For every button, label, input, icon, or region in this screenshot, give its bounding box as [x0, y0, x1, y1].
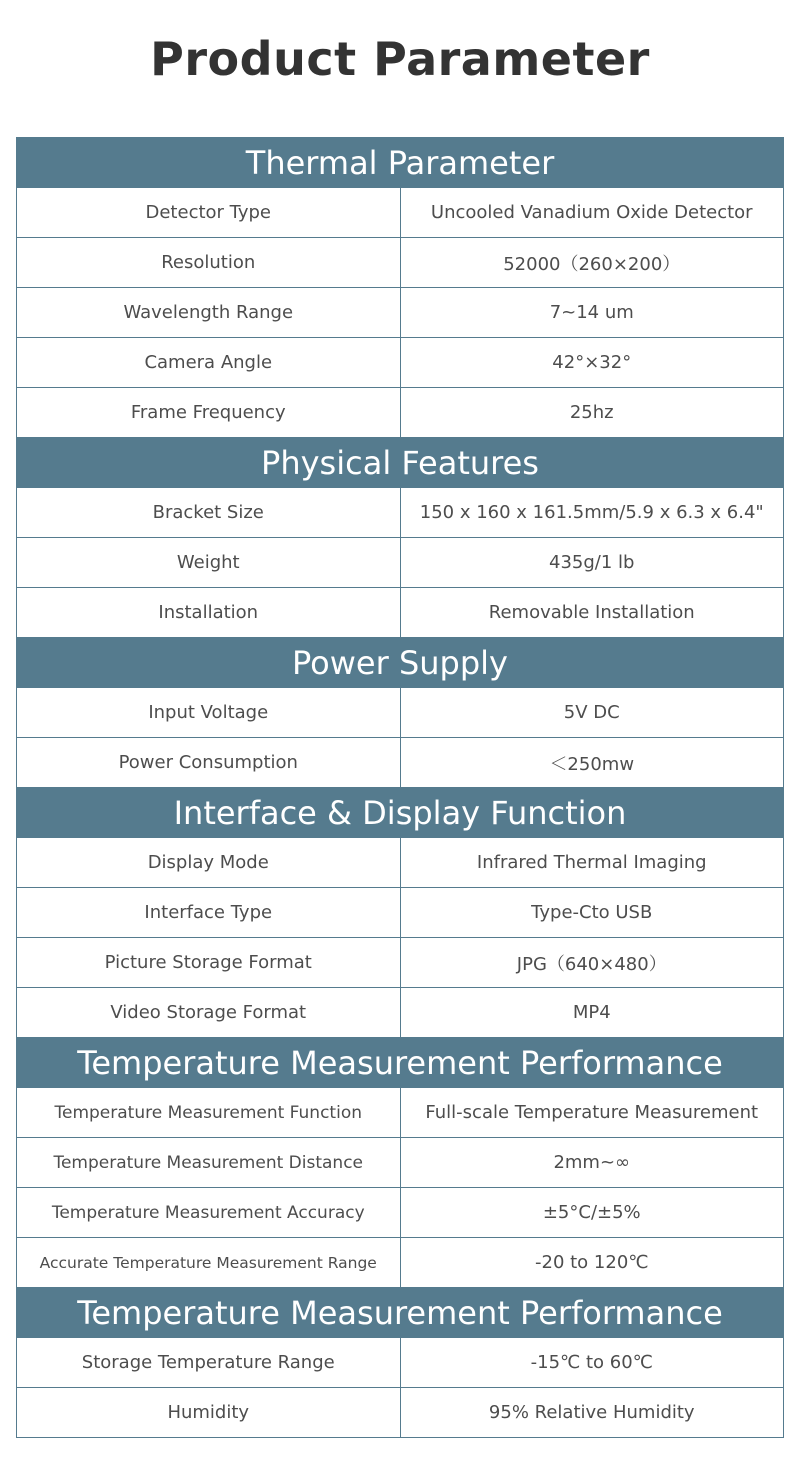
row-label: Video Storage Format	[17, 988, 401, 1038]
table-row	[17, 588, 784, 638]
row-value: Full-scale Temperature Measurement	[400, 1088, 784, 1138]
row-label: Wavelength Range	[17, 288, 401, 338]
row-label: Accurate Temperature Measurement Range	[17, 1238, 401, 1288]
row-label: Frame Frequency	[17, 388, 401, 438]
row-value: 25hz	[400, 388, 784, 438]
row-value: 2mm~∞	[400, 1138, 784, 1188]
table-row	[17, 1088, 784, 1138]
row-value: -20 to 120℃	[400, 1238, 784, 1288]
row-label: Camera Angle	[17, 338, 401, 388]
table-row	[17, 1188, 784, 1238]
page-title: Product Parameter	[150, 32, 650, 86]
row-label: Storage Temperature Range	[17, 1338, 401, 1388]
table-row	[17, 1238, 784, 1288]
row-label: Interface Type	[17, 888, 401, 938]
row-value: 7~14 um	[400, 288, 784, 338]
table-row	[17, 388, 784, 438]
table-row	[17, 338, 784, 388]
section-header-row	[17, 638, 784, 688]
row-value: 95% Relative Humidity	[400, 1388, 784, 1438]
row-value: Uncooled Vanadium Oxide Detector	[400, 188, 784, 238]
section-header-row	[17, 138, 784, 188]
table-row	[17, 688, 784, 738]
row-label: Bracket Size	[17, 488, 401, 538]
section-heading: Thermal Parameter	[17, 138, 784, 188]
spec-table	[16, 137, 784, 1438]
table-row	[17, 238, 784, 288]
row-label: Display Mode	[17, 838, 401, 888]
section-heading: Temperature Measurement Performance	[17, 1038, 784, 1088]
row-value: Infrared Thermal Imaging	[400, 838, 784, 888]
section-heading: Interface & Display Function	[17, 788, 784, 838]
section-header-row	[17, 1038, 784, 1088]
row-value: Removable Installation	[400, 588, 784, 638]
section-heading: Temperature Measurement Performance	[17, 1288, 784, 1338]
section-header-row	[17, 788, 784, 838]
table-row	[17, 888, 784, 938]
row-value: 52000（260×200）	[400, 238, 784, 288]
row-value: Type-Cto USB	[400, 888, 784, 938]
row-label: Installation	[17, 588, 401, 638]
table-row	[17, 1338, 784, 1388]
row-label: Detector Type	[17, 188, 401, 238]
table-row	[17, 488, 784, 538]
section-header-row	[17, 1288, 784, 1338]
table-row	[17, 988, 784, 1038]
table-row	[17, 938, 784, 988]
table-row	[17, 838, 784, 888]
row-label: Picture Storage Format	[17, 938, 401, 988]
row-value: 150 x 160 x 161.5mm/5.9 x 6.3 x 6.4"	[400, 488, 784, 538]
row-label: Temperature Measurement Distance	[17, 1138, 401, 1188]
row-value: 5V DC	[400, 688, 784, 738]
row-label: Input Voltage	[17, 688, 401, 738]
row-value: JPG（640×480）	[400, 938, 784, 988]
section-header-row	[17, 438, 784, 488]
section-heading: Physical Features	[17, 438, 784, 488]
row-value: MP4	[400, 988, 784, 1038]
table-row	[17, 188, 784, 238]
row-value: 435g/1 lb	[400, 538, 784, 588]
row-value: ±5°C/±5%	[400, 1188, 784, 1238]
row-value: -15℃ to 60℃	[400, 1338, 784, 1388]
row-label: Temperature Measurement Accuracy	[17, 1188, 401, 1238]
row-label: Power Consumption	[17, 738, 401, 788]
row-label: Resolution	[17, 238, 401, 288]
table-row	[17, 288, 784, 338]
section-heading: Power Supply	[17, 638, 784, 688]
table-row	[17, 738, 784, 788]
row-label: Humidity	[17, 1388, 401, 1438]
row-label: Weight	[17, 538, 401, 588]
table-row	[17, 1138, 784, 1188]
table-row	[17, 538, 784, 588]
table-row	[17, 1388, 784, 1438]
row-value: ＜250mw	[400, 738, 784, 788]
row-label: Temperature Measurement Function	[17, 1088, 401, 1138]
row-value: 42°×32°	[400, 338, 784, 388]
